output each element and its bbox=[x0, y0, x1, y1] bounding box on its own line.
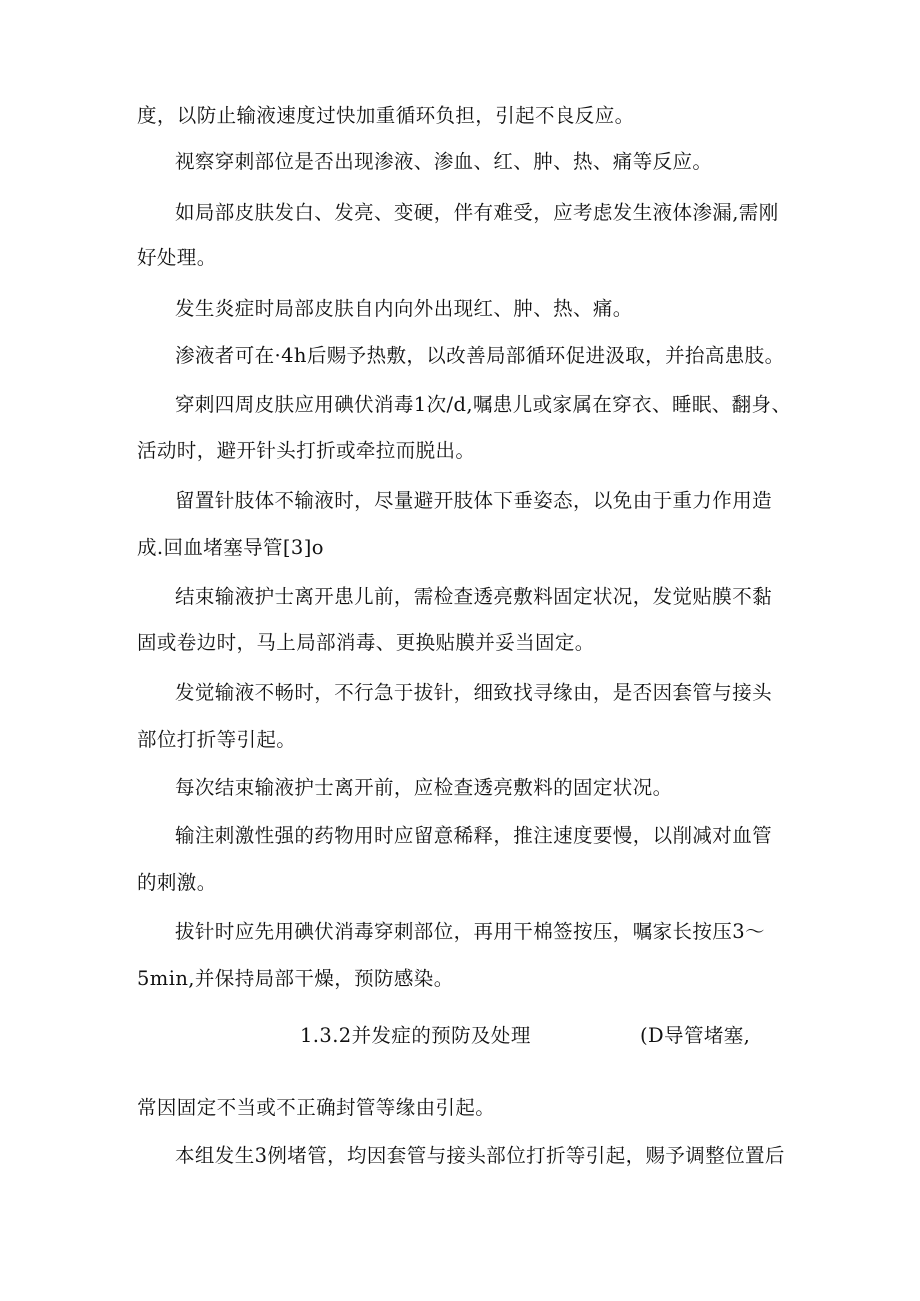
paragraph-line: 输注刺激性强的药物用时应留意稀释，推注速度要慢，以削减对血管 bbox=[175, 824, 773, 847]
paragraph-line: 发觉输液不畅时，不行急于拔针，细致找寻缘由，是否因套管与接头 bbox=[175, 681, 773, 704]
paragraph-line: 成.回血堵塞导管[3]o bbox=[137, 536, 324, 559]
paragraph-line: 渗液者可在·4h后赐予热敷，以改善局部循环促进汲取，并抬高患肢。 bbox=[175, 344, 785, 367]
paragraph-line: 结束输液护士离开患儿前，需检查透亮敷料固定状况，发觉贴膜不黏 bbox=[175, 585, 773, 608]
paragraph-line: 活动时，避开针头打折或牵拉而脱出。 bbox=[137, 439, 476, 462]
section-heading: 1.3.2并发症的预防及处理 bbox=[300, 1024, 531, 1047]
paragraph-line: 视察穿刺部位是否出现渗液、渗血、红、肿、热、痛等反应。 bbox=[175, 150, 713, 173]
paragraph-line: 穿刺四周皮肤应用碘伏消毒1次/d,嘱患儿或家属在穿衣、睡眠、翻身、 bbox=[175, 393, 792, 416]
paragraph-line: 每次结束输液护士离开前，应检查透亮敷料的固定状况。 bbox=[175, 776, 673, 799]
paragraph-line: 拔针时应先用碘伏消毒穿刺部位，再用干棉签按压，嘱家长按压3～ bbox=[175, 920, 765, 943]
paragraph-line: 度，以防止输液速度过快加重循环负担，引起不良反应。 bbox=[137, 104, 635, 127]
paragraph-line: 固或卷边时，马上局部消毒、更换贴膜并妥当固定。 bbox=[137, 631, 595, 654]
paragraph-line: 本组发生3例堵管，均因套管与接头部位打折等引起，赐予调整位置后 bbox=[175, 1144, 785, 1167]
section-item-start: (D导管堵塞, bbox=[640, 1024, 751, 1047]
paragraph-line: 5min,并保持局部干燥，预防感染。 bbox=[137, 967, 454, 990]
paragraph-line: 发生炎症时局部皮肤自内向外出现红、肿、热、痛。 bbox=[175, 297, 633, 320]
paragraph-line: 部位打折等引起。 bbox=[137, 728, 297, 751]
paragraph-line: 的刺激。 bbox=[137, 871, 217, 894]
paragraph-line: 留置针肢体不输液时，尽量避开肢体下垂姿态，以免由于重力作用造 bbox=[175, 489, 773, 512]
paragraph-line: 常因固定不当或不正确封管等缘由引起。 bbox=[137, 1096, 496, 1119]
paragraph-line: 好处理。 bbox=[137, 246, 217, 269]
paragraph-line: 如局部皮肤发白、发亮、变硬，伴有难受，应考虑发生液体渗漏,需刚 bbox=[175, 201, 779, 224]
